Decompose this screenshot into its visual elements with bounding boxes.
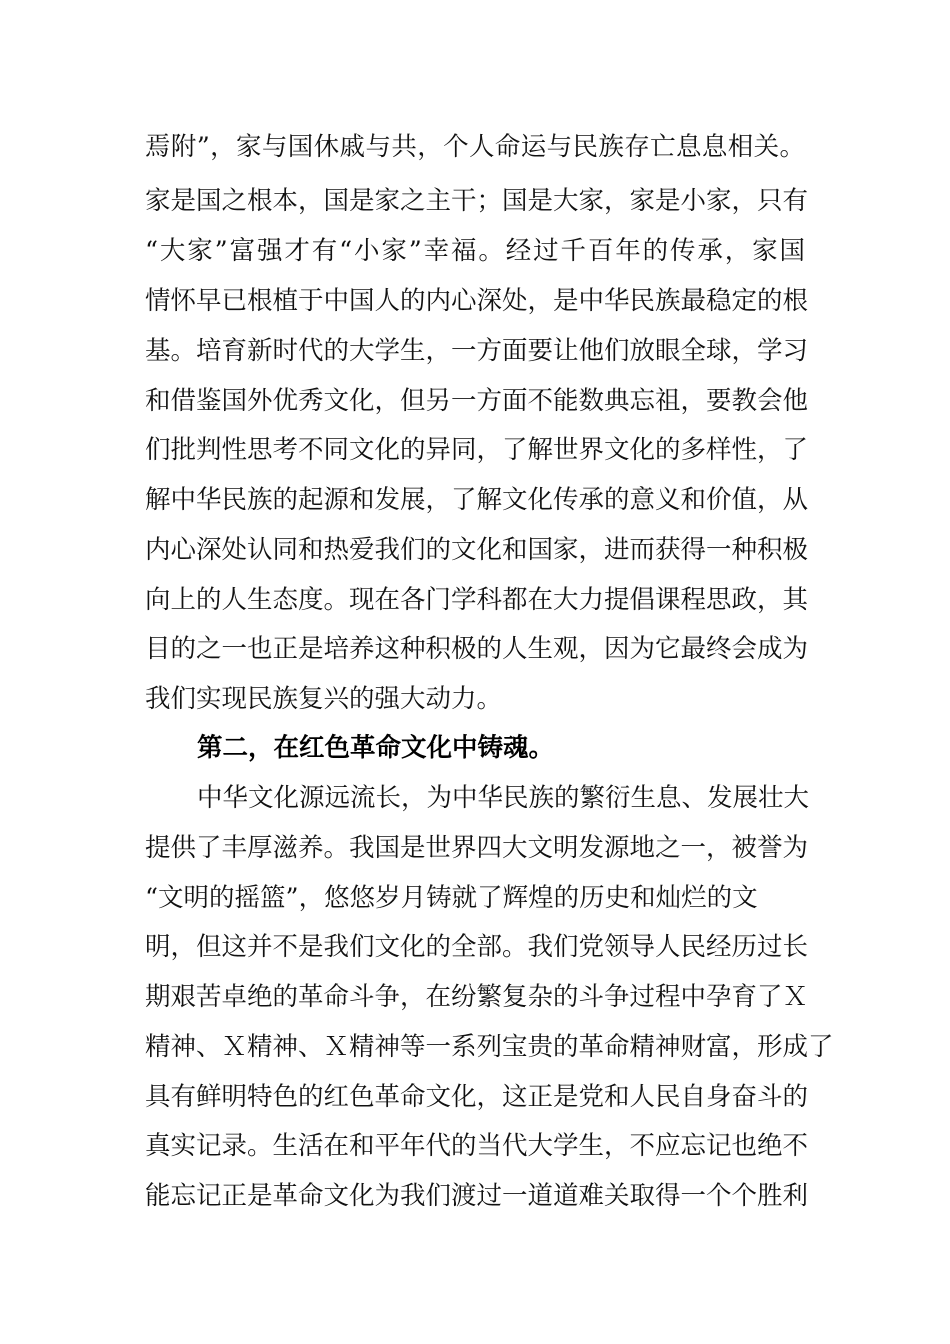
paragraph-2-line-4: 明，但这并不是我们文化的全部。我们党领导人民经历过长 (145, 932, 809, 962)
paragraph-2-line-3: “文明的摇篮”，悠悠岁月铸就了辉煌的历史和灿烂的文 (145, 883, 758, 913)
paragraph-1-line-5: 基。培育新时代的大学生，一方面要让他们放眼全球，学习 (145, 336, 809, 366)
paragraph-1-line-10: 向上的人生态度。现在各门学科都在大力提倡课程思政，其 (145, 585, 809, 615)
paragraph-2-line-5: 期艰苦卓绝的革命斗争，在纷繁复杂的斗争过程中孕育了Ｘ (145, 982, 809, 1012)
paragraph-2-line-8: 真实记录。生活在和平年代的当代大学生，不应忘记也绝不 (145, 1131, 809, 1161)
paragraph-2-line-6: 精神、Ｘ精神、Ｘ精神等一系列宝贵的革命精神财富，形成了 (145, 1032, 834, 1062)
paragraph-1-line-4: 情怀早已根植于中国人的内心深处，是中华民族最稳定的根 (145, 286, 809, 316)
paragraph-1-line-3: “大家”富强才有“小家”幸福。经过千百年的传承，家国 (145, 236, 805, 266)
paragraph-1-line-12: 我们实现民族复兴的强大动力。 (145, 684, 503, 714)
paragraph-2-line-7: 具有鲜明特色的红色革命文化，这正是党和人民自身奋斗的 (145, 1082, 809, 1112)
paragraph-1-line-11: 目的之一也正是培养这种积极的人生观，因为它最终会成为 (145, 634, 809, 664)
paragraph-2-line-2: 提供了丰厚滋养。我国是世界四大文明发源地之一，被誉为 (145, 833, 809, 863)
paragraph-2-line-9: 能忘记正是革命文化为我们渡过一道道难关取得一个个胜利 (145, 1181, 809, 1211)
section-heading: 第二，在红色革命文化中铸魂。 (197, 733, 555, 763)
paragraph-1-line-8: 解中华民族的起源和发展，了解文化传承的意义和价值，从 (145, 485, 809, 515)
paragraph-1-line-7: 们批判性思考不同文化的异同，了解世界文化的多样性，了 (145, 435, 809, 465)
paragraph-1-line-1: 焉附”，家与国休戚与共，个人命运与民族存亡息息相关。 (145, 132, 805, 162)
paragraph-2-line-1: 中华文化源远流长，为中华民族的繁衍生息、发展壮大 (197, 783, 810, 813)
paragraph-1-line-2: 家是国之根本，国是家之主干；国是大家，家是小家，只有 (145, 186, 809, 216)
paragraph-1-line-6: 和借鉴国外优秀文化，但另一方面不能数典忘祖，要教会他 (145, 386, 809, 416)
paragraph-1-line-9: 内心深处认同和热爱我们的文化和国家，进而获得一种积极 (145, 535, 809, 565)
